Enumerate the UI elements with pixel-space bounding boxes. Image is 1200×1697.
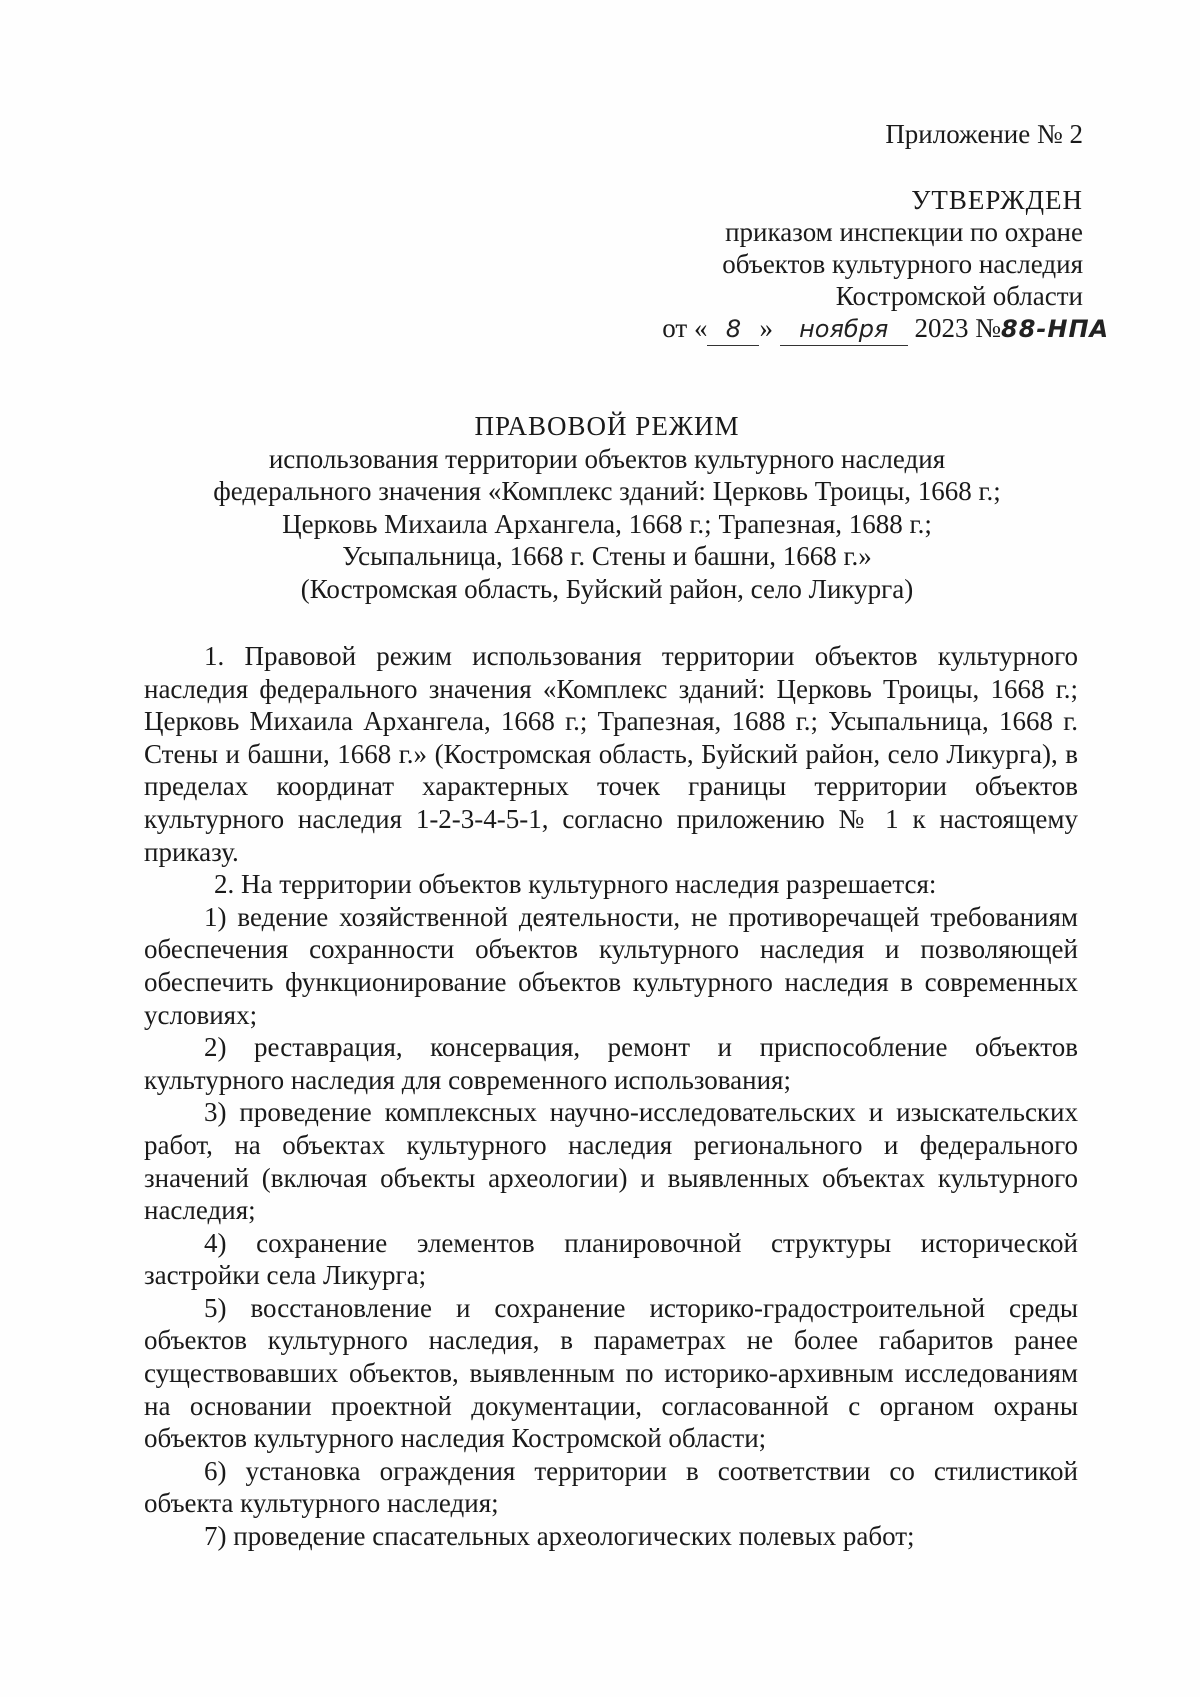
document-title-block	[140, 410, 1074, 605]
handwritten-month: ноября	[780, 313, 908, 346]
appendix-label: Приложение № 2	[885, 119, 1083, 149]
title-line-3: Церковь Михаила Архангела, 1668 г.; Трапезная, 1688 г.;	[282, 508, 932, 539]
handwritten-day: 8	[707, 313, 759, 346]
document-body	[144, 640, 1078, 1553]
paragraph-2: 2. На территории объектов культурного наследия разрешается:	[214, 869, 937, 900]
approved-label: УТВЕРЖДЕН	[911, 185, 1083, 215]
list-item: 5) восстановление и сохранение историко-градостроительной среды объектов культурного наследия, в параметрах не более габаритов ранее существовавших объектов, выявленным по историко-архивным исследованиям на основании проектной документации, согласованной с органом охраны объектов культурного наследия Костромской области;	[144, 1292, 1078, 1454]
paragraph-1: 1. Правовой режим использования территории объектов культурного наследия федерального значения «Комплекс зданий: Церковь Троицы, 1668 г.; Церковь Михаила Архангела, 1668 г.; Трапезная, 1688 г.; Усыпальница, 1668 г. Стены и башни, 1668 г.» (Костромская область, Буйский район, село Ликурга), в пределах координат характерных точек границы территории объектов культурного наследия 1-2-3-4-5-1, согласно приложению № 1 к настоящему приказу.	[144, 641, 1078, 867]
order-date-line	[662, 312, 1110, 346]
approval-line-1: приказом инспекции по охране	[725, 217, 1083, 247]
list-item: 6) установка ограждения территории в соответствии со стилистикой объекта культурного наследия;	[144, 1455, 1078, 1519]
list-item: 7) проведение спасательных археологических полевых работ;	[204, 1521, 915, 1552]
date-mid: »	[759, 313, 773, 343]
date-year: 2023 №	[914, 313, 1001, 343]
list-item: 2) реставрация, консервация, ремонт и приспособление объектов культурного наследия для современного использования;	[144, 1032, 1078, 1095]
document-title: ПРАВОВОЙ РЕЖИМ	[474, 411, 740, 441]
approval-line-3: Костромской области	[835, 281, 1083, 311]
approval-block	[662, 118, 1110, 346]
title-line-1: использования территории объектов культурного наследия	[268, 443, 946, 474]
handwritten-order-number: 88-НПА	[1001, 315, 1110, 343]
title-line-5: (Костромская область, Буйский район, село Ликурга)	[300, 573, 914, 604]
title-line-4: Усыпальница, 1668 г. Стены и башни, 1668 г.»	[342, 541, 872, 571]
title-line-2: федерального значения «Комплекс зданий: Церковь Троицы, 1668 г.;	[213, 476, 1001, 506]
date-prefix: от «	[662, 313, 708, 343]
approval-line-2: объектов культурного наследия	[722, 249, 1083, 279]
list-item: 4) сохранение элементов планировочной структуры исторической застройки села Ликурга;	[144, 1227, 1078, 1291]
list-item: 1) ведение хозяйственной деятельности, не противоречащей требованиям обеспечения сохранности объектов культурного наследия и позволяющей обеспечить функционирование объектов культурного наследия в современных условиях;	[144, 901, 1078, 1030]
list-item: 3) проведение комплексных научно-исследовательских и изыскательских работ, на объектах культурного наследия регионального и федерального значений (включая объекты археологии) и выявленных объектах культурного наследия;	[144, 1097, 1078, 1226]
